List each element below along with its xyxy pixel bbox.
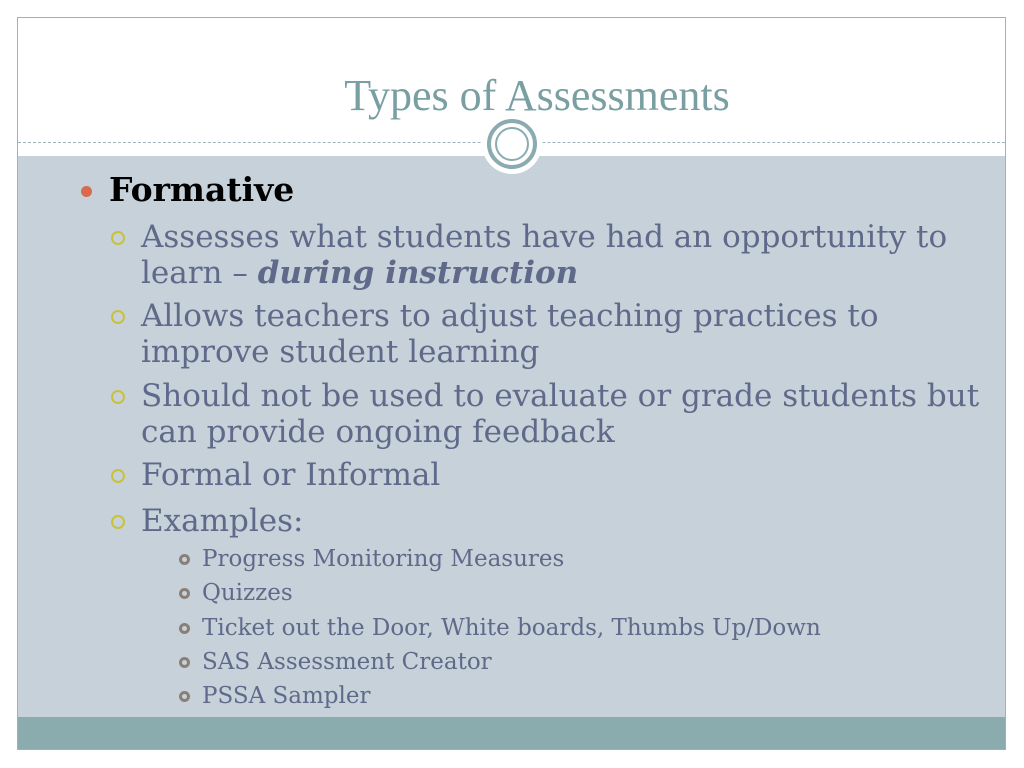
example-item: Quizzes [202,580,293,606]
level2-bullet-icon [111,469,125,483]
level2-bullet-icon [111,310,125,324]
level3-bullet-icon [179,657,190,668]
heading-formative: Formative [109,170,295,209]
level3-bullet-icon [179,554,190,565]
point-1-text: Assesses what students have had an opportunity to learn – [141,219,948,291]
level3-bullet-icon [179,623,190,634]
example-item: SAS Assessment Creator [202,649,492,675]
footer-band [18,717,1005,750]
point-3: Should not be used to evaluate or grade students but can provide ongoing feedback [141,378,980,450]
point-4: Formal or Informal [141,457,441,493]
level3-bullet-icon [179,588,190,599]
example-item: Ticket out the Door, White boards, Thumbs Up/Down [202,615,821,641]
level2-bullet-icon [111,231,125,245]
point-5: Examples: [141,503,304,539]
example-item: PSSA Sampler [202,683,371,709]
slide-title: Types of Assessments [344,71,730,120]
level2-bullet-icon [111,390,125,404]
level2-bullet-icon [111,515,125,529]
level3-bullet-icon [179,691,190,702]
point-2: Allows teachers to adjust teaching practices to improve student learning [141,298,879,370]
point-1-emphasis: during instruction [257,255,579,291]
level1-bullet-icon [81,186,92,197]
circle-ornament-inner [495,127,529,161]
example-item: Progress Monitoring Measures [202,546,565,572]
point-1 [141,219,1001,291]
